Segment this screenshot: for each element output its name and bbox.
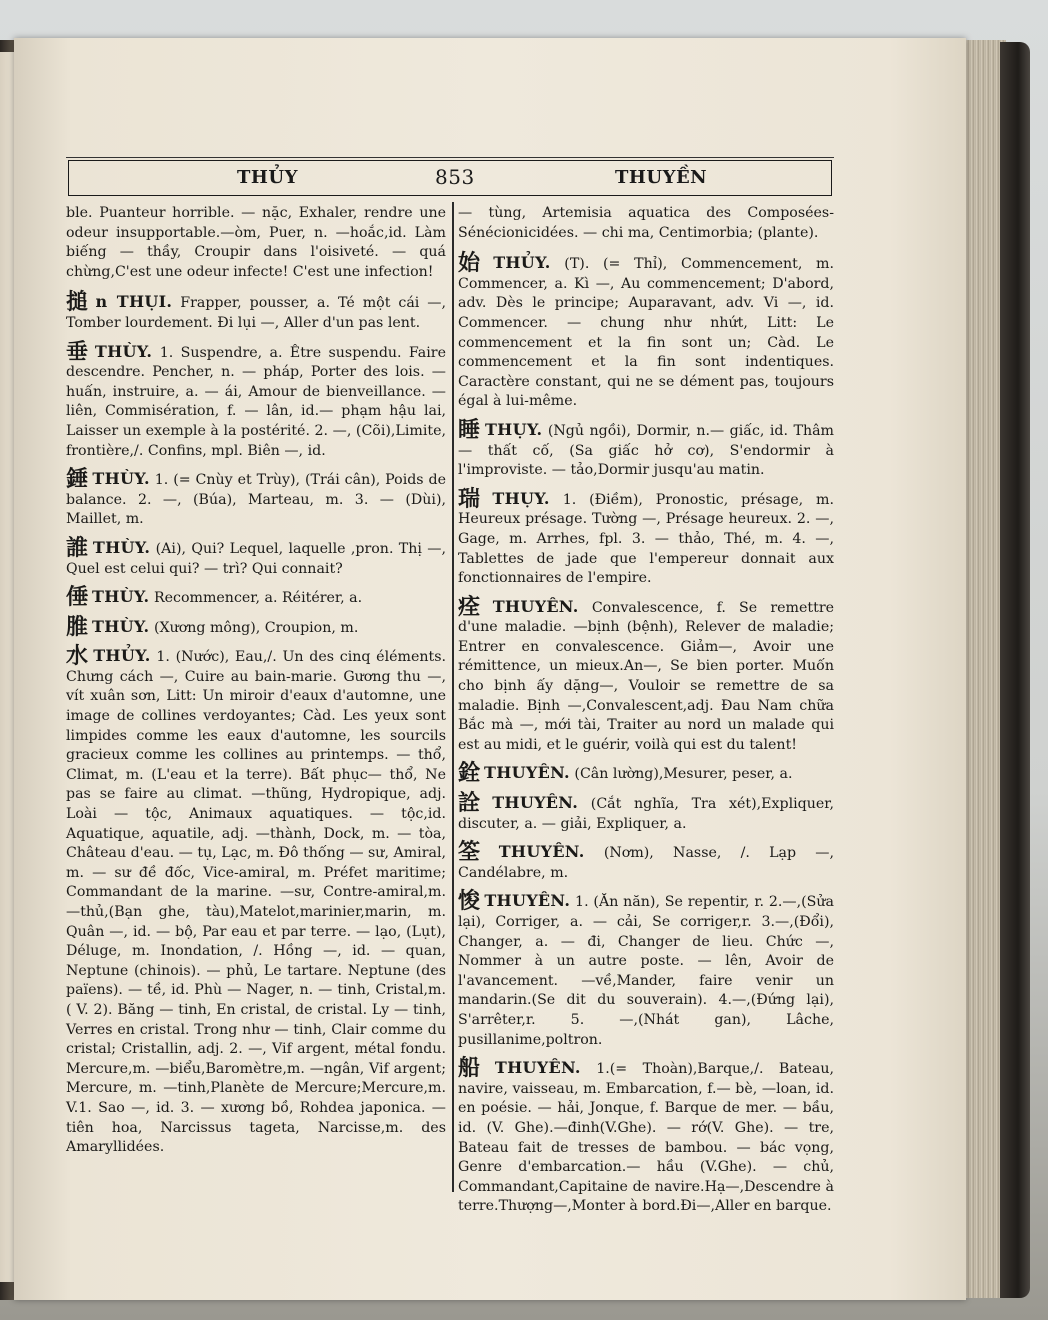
entry-character: 垂: [66, 339, 91, 365]
entry-headword: THÙY.: [94, 341, 153, 361]
entry-headword: THỤY.: [484, 419, 543, 439]
entry-headword: THUYÊN.: [484, 763, 570, 783]
left-column: [66, 204, 446, 1166]
entry-character: 瑞: [458, 486, 489, 512]
dictionary-entry: [458, 793, 834, 834]
entry-text: — tùng, Artemisia aquatica des Composées-Sénécionicidées. — chi ma, Centimorbia; (plante).: [458, 205, 834, 241]
dictionary-entry: [66, 587, 446, 609]
entry-text: Convalescence, f. Se remettre d'une maladie. —bịnh (bệnh), Relever de maladie; Entrer en convalescence. Giảm—, Avoir une rémittence, un mieux.An—, Se bien porter. Muốn cho bịnh ấy dặng—, Vouloir se remettre de sa maladie. Bịnh —,Convalescent,adj. Đau Nam chữa Bắc mà —, mới tài, Traiter au nord un malade qui est au midi, et le guérir, voilà qui est du talent!: [458, 599, 834, 753]
entry-text: (Nơm), Nasse, /. Lạp —, Candélabre, m.: [458, 845, 834, 881]
column-divider: [452, 202, 454, 1192]
header-right-guide-word: THUYỀN: [615, 167, 708, 188]
dictionary-entry: [66, 469, 446, 530]
dictionary-entry: [458, 891, 834, 1050]
entry-character: 詮: [458, 791, 489, 817]
entry-headword: n THỤI.: [95, 292, 173, 312]
dictionary-entry: [458, 417, 834, 481]
entry-character: 睡: [458, 417, 481, 443]
dictionary-entry: [458, 1058, 834, 1217]
dictionary-entry: [66, 292, 446, 333]
entry-headword: THÙY.: [92, 537, 151, 557]
entry-character: 誰: [66, 535, 89, 561]
entry-text: 1. (Nước), Eau,/. Un des cinq éléments. Chưng cách —, Cuire au bain-marie. Gương thu —, vít xuân sơn, Litt: Un miroir d'eaux d'automne, une image de collines verdoyantes; Càd. Les yeux sont limpides comme les eaux d'automne, les sourcils gracieux comme les collines au printemps. — thổ, Climat, m. (L'eau et la terre). Bất phục— thổ, Ne pas se faire au climat. —thũng, Hydropique, adj. Loài — tộc, Animaux aquatiques. — tộc,id. Aquatique, aquatile, adj. —thành, Dock, m. — tòa, Château d'eau. — tụ, Lạc, m. Đô thống — sư, Amiral, m. — sư đề đốc, Vice-amiral, m. Préfet maritime; Commandant de la marine. —sư, Contre-amiral,m. —thủ,(Bạn ghe, tàu),Matelot,marinier,marin, m. Quân —, id. — bộ, Par eau et par terre. — lạo, (Lụt), Déluge, m. Inondation, /. Hồng —, id. — quan, Neptune (chinois). — phủ, Le tartare. Neptune (des païens). — tề, id. Phù — Nager, n. — tinh, Cristal,m.( V. 2). Băng — tinh, En cristal, de cristal. Ly — tinh, Verres en cristal. Trong như — tinh, Clair comme du cristal; Cristallin, adj. 2. —, Vif argent, métal fondu. Mercure,m. —biểu,Baromètre,m. —ngân, Vif argent; Mercure, m. —tinh,Planète de Mercure;Mercure,m. V.1. Sao —, id. 3. — xương bồ, Rohdea japonica. — tiên hoa, Narcissus tageta, Narcisse,m. des Amaryllidées.: [66, 649, 446, 1156]
entry-text: (Ngủ ngồi), Dormir, n.— giấc, id. Thâm — thất cố, (Sa giấc hở cơ), S'endormir à l'improviste. — tảo,Dormir jusqu'au matin.: [458, 422, 834, 479]
entry-text: 1. (Điềm), Pronostic, présage, m. Heureux présage. Tường —, Présage heureux. 2. —, Gage, m. Arrhes, fpl. 3. — thảo, Thé, m. 4. —, Tablettes de jade que l'empereur donnait aux fonctionnaires de l'empire.: [458, 491, 834, 587]
entry-text: (Xương mông), Croupion, m.: [153, 619, 359, 636]
entry-character: 錘: [66, 467, 89, 493]
entry-character: 船: [458, 1056, 491, 1082]
dictionary-entry: [458, 594, 834, 756]
entry-headword: THỤY.: [492, 488, 550, 508]
book-cover: [1000, 42, 1030, 1298]
entry-text: (T). (= Thỉ), Commencement, m. Commencer, a. Kì —, Au commencement; D'abord, adv. Dès le principe; Auparavant, adv. Vi —, id. Commencer. — chung như nhứt, Litt: Le commencement et la fin sont un; Càd. Le commencement et la fin sont indentiques. Caractère constant, qui ne se dément pas, toujours égal à lui-même.: [458, 256, 834, 410]
entry-headword: THÙY.: [92, 616, 150, 636]
entry-character: 悛: [458, 889, 481, 915]
dictionary-entry: [458, 253, 834, 412]
dictionary-entry: [66, 614, 446, 640]
entry-headword: THUYÊN.: [494, 1058, 581, 1078]
entry-text: Frapper, pousser, a. Té một cái —, Tomber lourdement. Đi lụi —, Aller d'un pas lent.: [66, 295, 446, 331]
entry-character: 倕: [66, 585, 89, 611]
dictionary-entry: [66, 535, 446, 579]
entry-text: (Ai), Qui? Lequel, laquelle ,pron. Thị —, Quel est celui qui? — trì? Qui connait?: [66, 540, 446, 577]
entry-character: 脽: [66, 614, 89, 640]
dictionary-entry: [458, 486, 834, 589]
entry-headword: THUYÊN.: [498, 842, 585, 862]
dictionary-entry: [66, 646, 446, 1157]
dictionary-entry: [458, 842, 834, 883]
entry-character: 痊: [458, 594, 489, 620]
entry-character: 搥: [66, 290, 92, 316]
entry-text: ble. Puanteur horrible. — nặc, Exhaler, rendre une odeur insupportable.—òm, Puer, n. —hoắc,id. Làm biếng — thầy, Croupir dans l'oisiveté. — quá chừng,C'est une odeur infecte! C'est une infection!: [66, 205, 446, 280]
entry-text: 1. (= Cnùy et Trùy), (Trái cân), Poids de balance. 2. —, (Búa), Marteau, m. 3. — (Dùi), Maillet, m.: [66, 472, 446, 528]
entry-text: (Cắt nghĩa, Tra xét),Expliquer, discuter, a. — giải, Expliquer, a.: [458, 796, 834, 832]
entry-headword: THỦY.: [93, 646, 151, 666]
entry-character: 筌: [458, 840, 495, 866]
right-column: [458, 204, 834, 1225]
entry-character: 始: [458, 251, 490, 277]
entry-headword: THUYÊN.: [492, 596, 579, 616]
entry-text: 1.(= Thoàn),Barque,/. Bateau, navire, vaisseau, m. Embarcation, f.— bè, —loan, id. en poésie. — hải, Jonque, f. Barque de mer. — bầu, id. (V. Ghe).—đinh(V.Ghe). — rớ(V. Ghe). — tre, Bateau fait de tresses de bambou. — bác vọng, Genre d'embarcation.— hầu (V.Ghe). — chủ, Commandant,Capitaine de navire.Hạ—,Descendre à terre.Thượng—,Monter à bord.Đi—,Aller en barque.: [458, 1061, 834, 1215]
entry-headword: THÙY.: [92, 469, 150, 489]
entry-character: 銓: [458, 761, 481, 787]
header-left-guide-word: THỦY: [237, 167, 298, 188]
entry-headword: THUYÊN.: [484, 891, 571, 911]
entry-character: 水: [66, 644, 90, 670]
dictionary-entry: [66, 339, 446, 462]
dictionary-entry: [458, 204, 834, 243]
entry-text: 1. (Ăn năn), Se repentir, r. 2.—,(Sửa lại), Corriger, a. — cải, Se corriger,r. 3.—,(Đổi), Changer, a. — đi, Changer de lieu. Chức —, Nommer à un autre poste. — lên, Avoir de l'avancement. —về,Mander, faire venir un mandarin.(Se dit du souverain). 4.—,(Đứng lại), S'arrêter,r. 5. —,(Nhát gan), Lâche, pusillanime,poltron.: [458, 894, 834, 1048]
entry-headword: THUYÊN.: [492, 793, 579, 813]
running-header: [68, 160, 832, 196]
entry-text: Recommencer, a. Réitérer, a.: [153, 590, 363, 607]
entry-headword: THỦY.: [493, 253, 551, 273]
page-number: 853: [435, 165, 475, 189]
entry-headword: THÙY.: [92, 587, 150, 607]
dictionary-entry: [458, 763, 834, 785]
entry-text: 1. Suspendre, a. Être suspendu. Faire descendre. Pencher, n. — pháp, Porter des lois. — huấn, instruire, a. — ái, Amour de bienveillance. — liên, Commisération, f. — lân, id.— phạm hậu lai, Laisser un exemple à la postérité. 2. —, (Cõi),Limite, frontière,/. Confins, mpl. Biên —, id.: [66, 344, 446, 459]
entry-text: (Cân lường),Mesurer, peser, a.: [574, 766, 793, 783]
dictionary-entry: [66, 204, 446, 282]
header-top-rule: [66, 157, 834, 158]
